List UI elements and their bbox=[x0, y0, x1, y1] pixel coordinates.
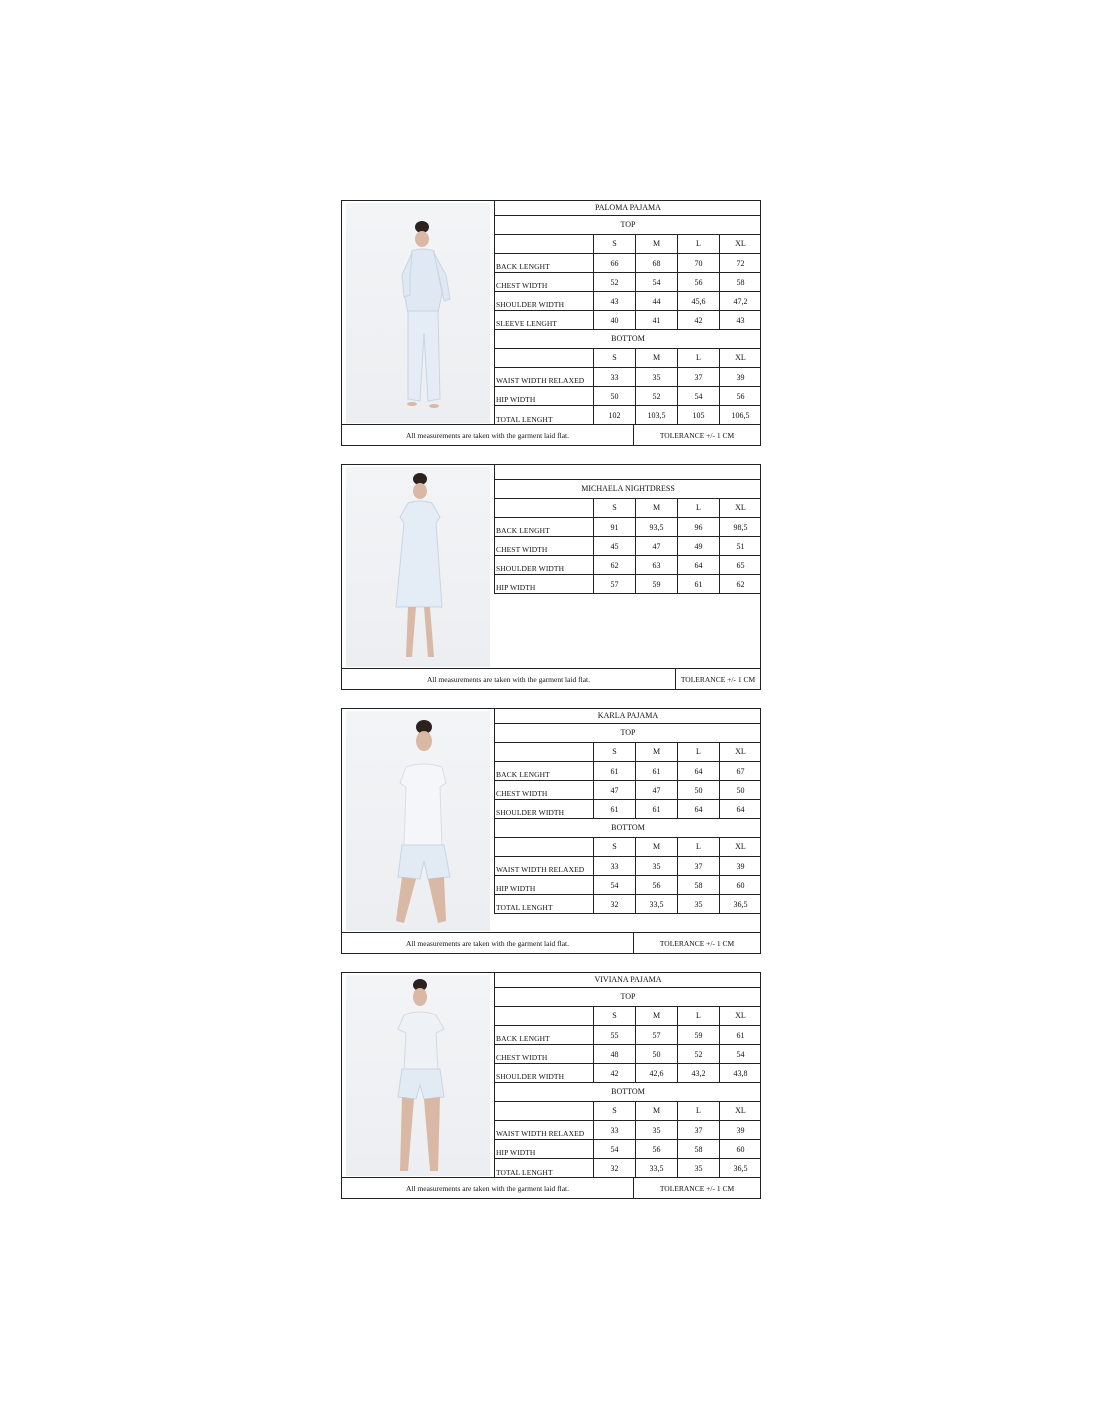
size-chart-michaela bbox=[341, 464, 761, 690]
size-header: XL bbox=[719, 235, 761, 253]
header-label-blank bbox=[495, 499, 593, 517]
row-label: BACK LENGHT bbox=[496, 769, 550, 779]
table-row bbox=[495, 292, 761, 311]
value-cell: 57 bbox=[635, 1026, 677, 1044]
size-header: M bbox=[635, 349, 677, 367]
row-label: SHOULDER WIDTH bbox=[496, 299, 565, 309]
size-header: S bbox=[593, 235, 635, 253]
table-title: MICHAELA NIGHTDRESS bbox=[581, 484, 675, 493]
value-cell: 42 bbox=[593, 1064, 635, 1082]
value-cell: 51 bbox=[719, 537, 761, 555]
table-row bbox=[495, 273, 761, 292]
value-cell: 96 bbox=[677, 518, 719, 536]
chart-footer bbox=[342, 424, 760, 445]
value-cell: 47 bbox=[635, 781, 677, 799]
value-cell: 61 bbox=[635, 800, 677, 818]
value-cell: 45,6 bbox=[677, 292, 719, 310]
value-cell: 70 bbox=[677, 254, 719, 272]
header-label-blank bbox=[495, 349, 593, 367]
measurement-note: All measurements are taken with the garment laid flat. bbox=[405, 938, 570, 948]
row-label: CHEST WIDTH bbox=[496, 788, 548, 798]
header-label-blank bbox=[495, 743, 593, 761]
row-label: BACK LENGHT bbox=[496, 261, 550, 271]
value-cell: 106,5 bbox=[719, 406, 761, 425]
value-cell: 98,5 bbox=[719, 518, 761, 536]
table-row bbox=[495, 575, 761, 594]
value-cell: 52 bbox=[593, 273, 635, 291]
value-cell: 54 bbox=[635, 273, 677, 291]
value-cell: 66 bbox=[593, 254, 635, 272]
value-cell: 49 bbox=[677, 537, 719, 555]
value-cell: 57 bbox=[593, 575, 635, 593]
row-label: BACK LENGHT bbox=[496, 525, 550, 535]
table-row bbox=[495, 1121, 761, 1140]
size-header: XL bbox=[719, 838, 761, 856]
section-label-top: TOP bbox=[620, 728, 636, 737]
row-label: SLEEVE LENGHT bbox=[496, 318, 558, 328]
value-cell: 60 bbox=[719, 1140, 761, 1158]
chart-footer bbox=[342, 932, 760, 953]
table-title: VIVIANA PAJAMA bbox=[594, 975, 662, 984]
measurement-note: All measurements are taken with the garment laid flat. bbox=[426, 674, 591, 684]
size-header: XL bbox=[719, 743, 761, 761]
value-cell: 43,2 bbox=[677, 1064, 719, 1082]
row-label: TOTAL LENGHT bbox=[496, 902, 553, 912]
table-row bbox=[495, 311, 761, 330]
size-header: M bbox=[635, 838, 677, 856]
size-header: XL bbox=[719, 1007, 761, 1025]
value-cell: 54 bbox=[593, 876, 635, 894]
size-header: M bbox=[635, 1102, 677, 1120]
row-label: WAIST WIDTH RELAXED bbox=[496, 864, 585, 874]
value-cell: 103,5 bbox=[635, 406, 677, 425]
section-label-bottom: BOTTOM bbox=[611, 334, 645, 343]
value-cell: 36,5 bbox=[719, 895, 761, 913]
value-cell: 105 bbox=[677, 406, 719, 425]
size-header: L bbox=[677, 838, 719, 856]
table-row bbox=[495, 1159, 761, 1178]
tolerance-label: TOLERANCE +/- 1 CM bbox=[633, 1178, 760, 1198]
header-label-blank bbox=[495, 1102, 593, 1120]
row-label: CHEST WIDTH bbox=[496, 280, 548, 290]
value-cell: 64 bbox=[677, 762, 719, 780]
size-header: M bbox=[635, 235, 677, 253]
value-cell: 35 bbox=[677, 1159, 719, 1178]
model-photo bbox=[346, 467, 490, 667]
size-table bbox=[494, 973, 761, 1178]
section-label-bottom: BOTTOM bbox=[611, 1087, 645, 1096]
value-cell: 50 bbox=[593, 387, 635, 405]
model-nightdress-illustration bbox=[346, 467, 490, 667]
value-cell: 62 bbox=[593, 556, 635, 574]
chart-footer bbox=[342, 668, 760, 689]
header-label-blank bbox=[495, 235, 593, 253]
value-cell: 64 bbox=[719, 800, 761, 818]
value-cell: 33 bbox=[593, 857, 635, 875]
row-label: HIP WIDTH bbox=[496, 394, 536, 404]
value-cell: 67 bbox=[719, 762, 761, 780]
size-chart-karla bbox=[341, 708, 761, 954]
measurement-note: All measurements are taken with the garment laid flat. bbox=[405, 1183, 570, 1193]
value-cell: 64 bbox=[677, 556, 719, 574]
size-chart-paloma bbox=[341, 200, 761, 446]
table-row bbox=[495, 876, 761, 895]
table-title: PALOMA PAJAMA bbox=[595, 203, 661, 212]
value-cell: 58 bbox=[719, 273, 761, 291]
size-header: L bbox=[677, 1007, 719, 1025]
row-label: SHOULDER WIDTH bbox=[496, 1071, 565, 1081]
table-row bbox=[495, 387, 761, 406]
value-cell: 33 bbox=[593, 1121, 635, 1139]
section-label-top: TOP bbox=[620, 992, 636, 1001]
value-cell: 62 bbox=[719, 575, 761, 593]
table-row bbox=[495, 537, 761, 556]
value-cell: 54 bbox=[719, 1045, 761, 1063]
value-cell: 54 bbox=[677, 387, 719, 405]
value-cell: 61 bbox=[677, 575, 719, 593]
size-header: L bbox=[677, 349, 719, 367]
model-shorts-illustration bbox=[346, 711, 490, 931]
table-row bbox=[495, 254, 761, 273]
size-header: S bbox=[593, 499, 635, 517]
size-header: M bbox=[635, 499, 677, 517]
table-row bbox=[495, 368, 761, 387]
value-cell: 54 bbox=[593, 1140, 635, 1158]
size-header: XL bbox=[719, 499, 761, 517]
value-cell: 44 bbox=[635, 292, 677, 310]
chart-footer bbox=[342, 1177, 760, 1198]
value-cell: 45 bbox=[593, 537, 635, 555]
value-cell: 61 bbox=[593, 762, 635, 780]
tolerance-label: TOLERANCE +/- 1 CM bbox=[633, 425, 760, 445]
value-cell: 52 bbox=[677, 1045, 719, 1063]
row-label: CHEST WIDTH bbox=[496, 544, 548, 554]
section-label-bottom: BOTTOM bbox=[611, 823, 645, 832]
table-row bbox=[495, 518, 761, 537]
value-cell: 36,5 bbox=[719, 1159, 761, 1178]
table-row bbox=[495, 1026, 761, 1045]
size-header: L bbox=[677, 743, 719, 761]
table-row bbox=[495, 406, 761, 425]
value-cell: 64 bbox=[677, 800, 719, 818]
table-row bbox=[495, 1064, 761, 1083]
value-cell: 56 bbox=[719, 387, 761, 405]
size-header: L bbox=[677, 1102, 719, 1120]
size-header: M bbox=[635, 1007, 677, 1025]
value-cell: 56 bbox=[677, 273, 719, 291]
value-cell: 59 bbox=[635, 575, 677, 593]
value-cell: 102 bbox=[593, 406, 635, 425]
value-cell: 40 bbox=[593, 311, 635, 329]
value-cell: 35 bbox=[635, 368, 677, 386]
value-cell: 50 bbox=[635, 1045, 677, 1063]
value-cell: 37 bbox=[677, 368, 719, 386]
table-row bbox=[495, 1140, 761, 1159]
row-label: WAIST WIDTH RELAXED bbox=[496, 375, 585, 385]
size-header: S bbox=[593, 838, 635, 856]
size-header: M bbox=[635, 743, 677, 761]
measurement-note: All measurements are taken with the garment laid flat. bbox=[405, 430, 570, 440]
table-title-blank bbox=[495, 465, 761, 479]
model-pajama-long-illustration bbox=[346, 203, 490, 423]
table-row bbox=[495, 857, 761, 876]
value-cell: 35 bbox=[635, 857, 677, 875]
value-cell: 32 bbox=[593, 1159, 635, 1178]
value-cell: 48 bbox=[593, 1045, 635, 1063]
value-cell: 42 bbox=[677, 311, 719, 329]
value-cell: 68 bbox=[635, 254, 677, 272]
value-cell: 43 bbox=[719, 311, 761, 329]
value-cell: 41 bbox=[635, 311, 677, 329]
value-cell: 61 bbox=[635, 762, 677, 780]
value-cell: 33,5 bbox=[635, 1159, 677, 1178]
value-cell: 93,5 bbox=[635, 518, 677, 536]
value-cell: 58 bbox=[677, 876, 719, 894]
header-label-blank bbox=[495, 838, 593, 856]
value-cell: 37 bbox=[677, 1121, 719, 1139]
tolerance-label: TOLERANCE +/- 1 CM bbox=[675, 669, 760, 689]
value-cell: 35 bbox=[635, 1121, 677, 1139]
value-cell: 39 bbox=[719, 1121, 761, 1139]
size-header: XL bbox=[719, 349, 761, 367]
value-cell: 63 bbox=[635, 556, 677, 574]
value-cell: 60 bbox=[719, 876, 761, 894]
table-row bbox=[495, 895, 761, 914]
table-row bbox=[495, 1045, 761, 1064]
value-cell: 42,6 bbox=[635, 1064, 677, 1082]
table-row bbox=[495, 762, 761, 781]
value-cell: 72 bbox=[719, 254, 761, 272]
value-cell: 37 bbox=[677, 857, 719, 875]
table-title: KARLA PAJAMA bbox=[597, 711, 659, 720]
value-cell: 47 bbox=[593, 781, 635, 799]
model-photo bbox=[346, 203, 490, 423]
row-label: BACK LENGHT bbox=[496, 1033, 550, 1043]
model-photo bbox=[346, 975, 490, 1176]
row-label: HIP WIDTH bbox=[496, 1147, 536, 1157]
row-label: WAIST WIDTH RELAXED bbox=[496, 1128, 585, 1138]
model-ruffle-shorts-illustration bbox=[346, 975, 490, 1176]
value-cell: 59 bbox=[677, 1026, 719, 1044]
size-header: L bbox=[677, 235, 719, 253]
size-header: L bbox=[677, 499, 719, 517]
value-cell: 61 bbox=[719, 1026, 761, 1044]
header-label-blank bbox=[495, 1007, 593, 1025]
row-label: HIP WIDTH bbox=[496, 582, 536, 592]
size-table bbox=[494, 201, 761, 425]
row-label: TOTAL LENGHT bbox=[496, 414, 553, 424]
value-cell: 55 bbox=[593, 1026, 635, 1044]
row-label: SHOULDER WIDTH bbox=[496, 563, 565, 573]
value-cell: 58 bbox=[677, 1140, 719, 1158]
value-cell: 33,5 bbox=[635, 895, 677, 913]
size-header: S bbox=[593, 1102, 635, 1120]
size-header: XL bbox=[719, 1102, 761, 1120]
size-header: S bbox=[593, 1007, 635, 1025]
table-row bbox=[495, 781, 761, 800]
value-cell: 61 bbox=[593, 800, 635, 818]
value-cell: 32 bbox=[593, 895, 635, 913]
row-label: CHEST WIDTH bbox=[496, 1052, 548, 1062]
value-cell: 50 bbox=[719, 781, 761, 799]
value-cell: 43 bbox=[593, 292, 635, 310]
value-cell: 65 bbox=[719, 556, 761, 574]
size-header: S bbox=[593, 743, 635, 761]
value-cell: 56 bbox=[635, 876, 677, 894]
section-label-top: TOP bbox=[620, 220, 636, 229]
value-cell: 47,2 bbox=[719, 292, 761, 310]
value-cell: 56 bbox=[635, 1140, 677, 1158]
value-cell: 39 bbox=[719, 857, 761, 875]
value-cell: 35 bbox=[677, 895, 719, 913]
model-photo bbox=[346, 711, 490, 931]
size-chart-viviana bbox=[341, 972, 761, 1199]
table-row bbox=[495, 556, 761, 575]
tolerance-label: TOLERANCE +/- 1 CM bbox=[633, 933, 760, 953]
value-cell: 50 bbox=[677, 781, 719, 799]
value-cell: 52 bbox=[635, 387, 677, 405]
size-table bbox=[494, 465, 761, 594]
row-label: HIP WIDTH bbox=[496, 883, 536, 893]
value-cell: 47 bbox=[635, 537, 677, 555]
value-cell: 91 bbox=[593, 518, 635, 536]
size-table bbox=[494, 709, 761, 914]
value-cell: 43,8 bbox=[719, 1064, 761, 1082]
size-header: S bbox=[593, 349, 635, 367]
table-row bbox=[495, 800, 761, 819]
row-label: TOTAL LENGHT bbox=[496, 1167, 553, 1177]
value-cell: 39 bbox=[719, 368, 761, 386]
row-label: SHOULDER WIDTH bbox=[496, 807, 565, 817]
value-cell: 33 bbox=[593, 368, 635, 386]
